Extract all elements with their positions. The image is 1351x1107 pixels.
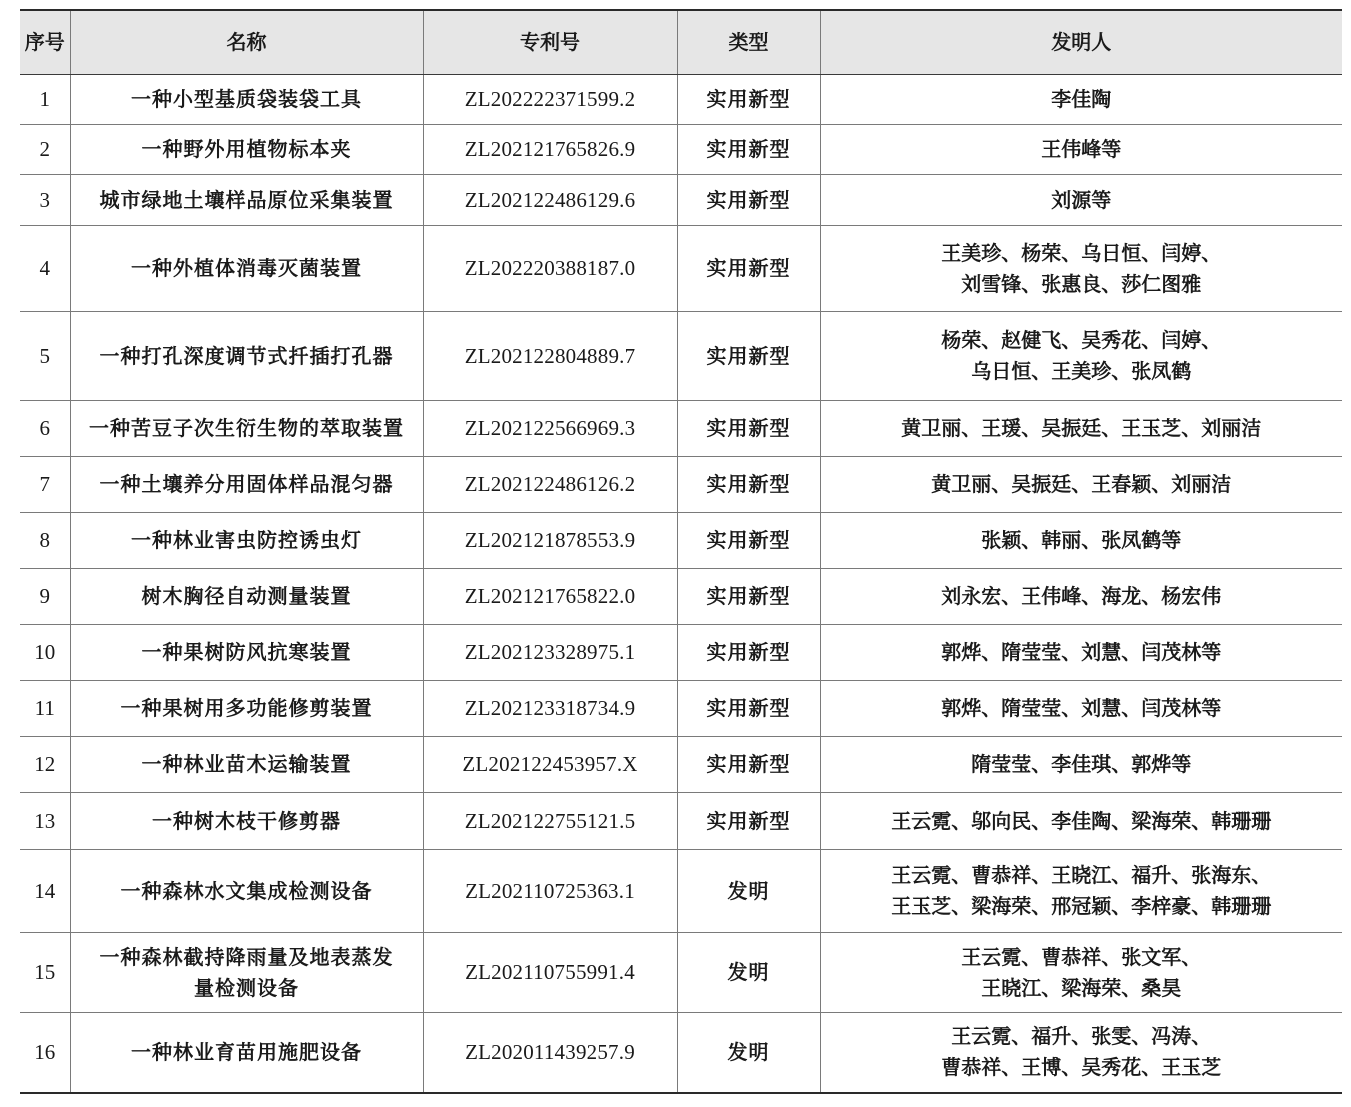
cell-patent-no: ZL202122453957.X <box>423 737 677 793</box>
cell-inventors <box>820 933 1342 1013</box>
cell-index: 8 <box>20 513 70 569</box>
cell-inventors-line: 王玉芝、梁海荣、邢冠颖、李梓豪、韩珊珊 <box>891 894 1272 918</box>
cell-name <box>70 175 423 226</box>
table-row <box>20 312 1342 401</box>
cell-inventors-line: 曹恭祥、王博、吴秀花、王玉芝 <box>941 1055 1222 1080</box>
cell-patent-no: ZL202122804889.7 <box>423 312 677 401</box>
cell-inventors <box>820 737 1342 793</box>
cell-type: 实用新型 <box>677 125 820 175</box>
table-row <box>20 457 1342 513</box>
cell-name-line: 一种土壤养分用固体样品混匀器 <box>99 472 394 496</box>
cell-index: 1 <box>20 75 70 125</box>
table-row <box>20 513 1342 569</box>
cell-name-line: 一种苦豆子次生衍生物的萃取装置 <box>89 416 404 440</box>
cell-name-line: 一种打孔深度调节式扦插打孔器 <box>99 343 394 368</box>
cell-type: 实用新型 <box>677 457 820 513</box>
cell-name <box>70 125 423 175</box>
table-row <box>20 681 1342 737</box>
table-row <box>20 125 1342 175</box>
cell-index: 11 <box>20 681 70 737</box>
cell-name-line: 一种野外用植物标本夹 <box>141 137 352 161</box>
cell-type: 实用新型 <box>677 793 820 850</box>
cell-inventors-line: 王晓江、梁海荣、桑昊 <box>981 975 1182 1000</box>
cell-inventors <box>820 75 1342 125</box>
cell-type: 实用新型 <box>677 513 820 569</box>
cell-name-line: 一种林业育苗用施肥设备 <box>131 1039 362 1064</box>
cell-inventors <box>820 175 1342 226</box>
cell-inventors-line: 郭烨、隋莹莹、刘慧、闫茂林等 <box>941 640 1222 664</box>
cell-patent-no: ZL202011439257.9 <box>423 1013 677 1093</box>
cell-inventors <box>820 312 1342 401</box>
cell-type: 实用新型 <box>677 737 820 793</box>
cell-inventors-line: 王美珍、杨荣、乌日恒、闫婷、 <box>941 240 1222 265</box>
cell-patent-no: ZL202121878553.9 <box>423 513 677 569</box>
cell-patent-no: ZL202110755991.4 <box>423 933 677 1013</box>
cell-inventors <box>820 457 1342 513</box>
cell-type: 实用新型 <box>677 312 820 401</box>
cell-name <box>70 569 423 625</box>
cell-name <box>70 457 423 513</box>
cell-name-line: 一种林业苗木运输装置 <box>141 752 352 776</box>
cell-index: 13 <box>20 793 70 850</box>
cell-patent-no: ZL202121765822.0 <box>423 569 677 625</box>
cell-name-line: 量检测设备 <box>194 975 299 1000</box>
cell-inventors <box>820 401 1342 457</box>
cell-name-line: 一种林业害虫防控诱虫灯 <box>131 528 362 552</box>
cell-inventors-line: 刘永宏、王伟峰、海龙、杨宏伟 <box>941 584 1222 608</box>
cell-inventors-line: 刘源等 <box>1051 187 1112 212</box>
cell-inventors <box>820 1013 1342 1093</box>
cell-name <box>70 1013 423 1093</box>
table-row <box>20 75 1342 125</box>
cell-inventors-line: 黄卫丽、王瑗、吴振廷、王玉芝、刘丽洁 <box>901 416 1262 440</box>
cell-index: 16 <box>20 1013 70 1093</box>
cell-inventors-line: 隋莹莹、李佳琪、郭烨等 <box>971 752 1192 776</box>
cell-name <box>70 681 423 737</box>
cell-index: 7 <box>20 457 70 513</box>
cell-inventors <box>820 681 1342 737</box>
cell-patent-no: ZL202123318734.9 <box>423 681 677 737</box>
cell-name <box>70 312 423 401</box>
cell-name-line: 一种果树防风抗寒装置 <box>141 640 352 664</box>
cell-type: 发明 <box>677 933 820 1013</box>
cell-name <box>70 226 423 312</box>
cell-inventors <box>820 569 1342 625</box>
cell-index: 12 <box>20 737 70 793</box>
cell-index: 3 <box>20 175 70 226</box>
cell-index: 6 <box>20 401 70 457</box>
cell-name <box>70 737 423 793</box>
cell-index: 5 <box>20 312 70 401</box>
cell-inventors <box>820 125 1342 175</box>
cell-type: 发明 <box>677 1013 820 1093</box>
cell-inventors-line: 王云霓、邬向民、李佳陶、梁海荣、韩珊珊 <box>891 808 1272 833</box>
header-patent-no: 专利号 <box>423 10 677 75</box>
cell-inventors-line: 黄卫丽、吴振廷、王春颖、刘丽洁 <box>931 472 1232 496</box>
table-row <box>20 933 1342 1013</box>
cell-name-line: 城市绿地土壤样品原位采集装置 <box>99 187 394 212</box>
cell-index: 2 <box>20 125 70 175</box>
cell-patent-no: ZL202122486126.2 <box>423 457 677 513</box>
cell-index: 10 <box>20 625 70 681</box>
cell-inventors-line: 王云霓、福升、张雯、冯涛、 <box>951 1024 1212 1049</box>
cell-name <box>70 850 423 933</box>
header-type: 类型 <box>677 10 820 75</box>
cell-index: 15 <box>20 933 70 1013</box>
table-row <box>20 401 1342 457</box>
table-row <box>20 850 1342 933</box>
cell-name <box>70 793 423 850</box>
cell-patent-no: ZL202122566969.3 <box>423 401 677 457</box>
table-row <box>20 175 1342 226</box>
cell-name-line: 一种小型基质袋装袋工具 <box>131 87 362 111</box>
table-row <box>20 793 1342 850</box>
cell-patent-no: ZL202220388187.0 <box>423 226 677 312</box>
cell-inventors-line: 乌日恒、王美珍、张凤鹤 <box>971 359 1192 383</box>
cell-inventors-line: 郭烨、隋莹莹、刘慧、闫茂林等 <box>941 696 1222 720</box>
cell-name <box>70 933 423 1013</box>
cell-patent-no: ZL202222371599.2 <box>423 75 677 125</box>
cell-type: 发明 <box>677 850 820 933</box>
cell-inventors-line: 李佳陶 <box>1051 87 1112 111</box>
cell-patent-no: ZL202110725363.1 <box>423 850 677 933</box>
cell-inventors <box>820 850 1342 933</box>
header-inventors: 发明人 <box>820 10 1342 75</box>
cell-inventors <box>820 625 1342 681</box>
cell-inventors-line: 杨荣、赵健飞、吴秀花、闫婷、 <box>941 328 1222 352</box>
table-body <box>20 75 1342 1093</box>
table-row <box>20 625 1342 681</box>
cell-inventors <box>820 226 1342 312</box>
cell-inventors-line: 刘雪锋、张惠良、莎仁图雅 <box>961 271 1202 296</box>
table-row <box>20 569 1342 625</box>
header-index: 序号 <box>20 10 70 75</box>
cell-inventors-line: 张颖、韩丽、张凤鹤等 <box>981 528 1182 552</box>
header-name: 名称 <box>70 10 423 75</box>
cell-type: 实用新型 <box>677 175 820 226</box>
table-row <box>20 226 1342 312</box>
cell-name <box>70 401 423 457</box>
cell-patent-no: ZL202122486129.6 <box>423 175 677 226</box>
table-row <box>20 737 1342 793</box>
cell-patent-no: ZL202123328975.1 <box>423 625 677 681</box>
cell-name-line: 树木胸径自动测量装置 <box>141 584 352 608</box>
cell-type: 实用新型 <box>677 569 820 625</box>
cell-name <box>70 625 423 681</box>
cell-type: 实用新型 <box>677 625 820 681</box>
patent-table <box>20 9 1342 1094</box>
table-row <box>20 1013 1342 1093</box>
cell-name <box>70 75 423 125</box>
cell-patent-no: ZL202122755121.5 <box>423 793 677 850</box>
cell-type: 实用新型 <box>677 681 820 737</box>
cell-index: 4 <box>20 226 70 312</box>
cell-type: 实用新型 <box>677 401 820 457</box>
cell-patent-no: ZL202121765826.9 <box>423 125 677 175</box>
cell-type: 实用新型 <box>677 75 820 125</box>
cell-inventors <box>820 513 1342 569</box>
cell-name-line: 一种外植体消毒灭菌装置 <box>131 256 362 280</box>
cell-inventors-line: 王伟峰等 <box>1041 137 1122 161</box>
cell-inventors-line: 王云霓、曹恭祥、王晓江、福升、张海东、 <box>891 863 1272 887</box>
cell-inventors <box>820 793 1342 850</box>
cell-inventors-line: 王云霓、曹恭祥、张文军、 <box>961 944 1202 969</box>
cell-name-line: 一种果树用多功能修剪装置 <box>120 696 373 720</box>
cell-name-line: 一种森林水文集成检测设备 <box>120 878 373 903</box>
cell-name <box>70 513 423 569</box>
cell-index: 9 <box>20 569 70 625</box>
cell-name-line: 一种森林截持降雨量及地表蒸发 <box>99 944 394 969</box>
table-header-row <box>20 10 1342 75</box>
cell-type: 实用新型 <box>677 226 820 312</box>
cell-index: 14 <box>20 850 70 933</box>
cell-name-line: 一种树木枝干修剪器 <box>152 808 341 833</box>
